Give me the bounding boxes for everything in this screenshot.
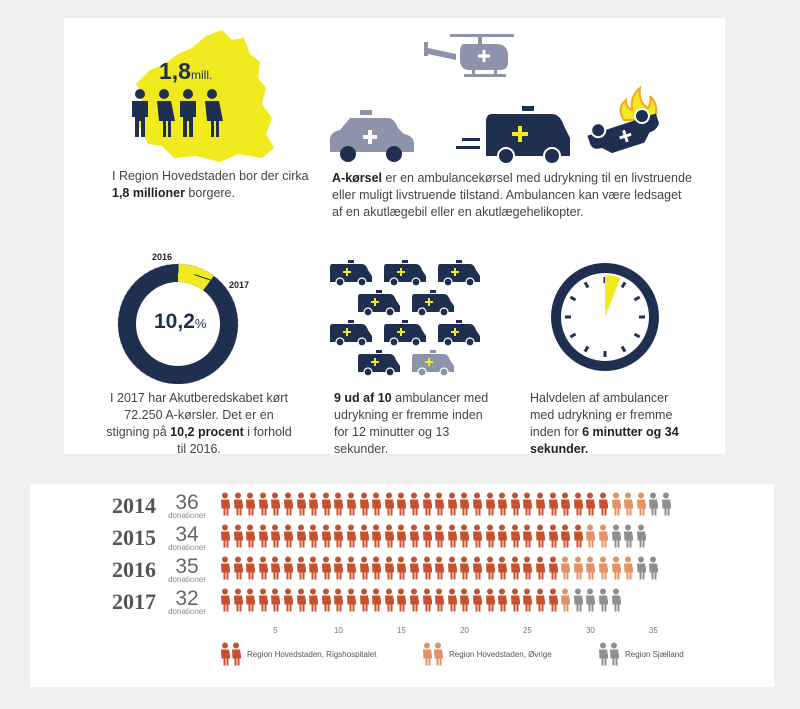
person-icon bbox=[648, 556, 658, 580]
legend-person-icon bbox=[231, 642, 241, 666]
person-icon bbox=[585, 524, 595, 548]
person-icon bbox=[560, 492, 570, 516]
legend-person-icon bbox=[220, 642, 230, 666]
person-icon bbox=[636, 492, 646, 516]
person-icon bbox=[321, 556, 331, 580]
person-icon-1 bbox=[132, 89, 148, 137]
person-icon bbox=[270, 524, 280, 548]
person-icon bbox=[359, 588, 369, 612]
donations-chart-panel bbox=[30, 484, 774, 687]
people-icons bbox=[128, 88, 228, 140]
person-icon bbox=[560, 556, 570, 580]
population-value bbox=[159, 58, 212, 85]
person-icon bbox=[560, 524, 570, 548]
person-icon bbox=[308, 524, 318, 548]
person-icon bbox=[233, 492, 243, 516]
ambulance-icon bbox=[384, 260, 428, 286]
donation-count: 34 bbox=[175, 523, 199, 546]
legend-label: Region Hovedstaden, Øvrige bbox=[449, 650, 552, 659]
person-icon bbox=[296, 492, 306, 516]
person-icon bbox=[548, 588, 558, 612]
person-icon bbox=[283, 492, 293, 516]
clock-text: Halvdelen af ambulancer med udrykning er fremme inden for 6 minutter og 34 sekunder. bbox=[530, 391, 679, 456]
person-icon bbox=[573, 492, 583, 516]
a-korsel-text: A-kørsel er en ambulancekørsel med udrykning til en livstruende eller muligt livstruende tilstand. Ambulancen kan være ledsaget af en akutlægebil eller en akutlægehelikopter. bbox=[332, 171, 692, 219]
person-icon bbox=[485, 588, 495, 612]
ambulance-icon bbox=[358, 290, 402, 316]
person-icon bbox=[636, 524, 646, 548]
person-icon bbox=[258, 556, 268, 580]
person-icon bbox=[346, 556, 356, 580]
person-icon bbox=[333, 556, 343, 580]
person-icon bbox=[258, 524, 268, 548]
person-icon bbox=[598, 524, 608, 548]
person-icon bbox=[459, 524, 469, 548]
person-icon bbox=[422, 588, 432, 612]
person-icon bbox=[422, 556, 432, 580]
person-icon bbox=[661, 492, 671, 516]
person-icon bbox=[220, 556, 230, 580]
person-icon bbox=[308, 492, 318, 516]
person-icon bbox=[283, 524, 293, 548]
person-icon bbox=[422, 524, 432, 548]
person-icon bbox=[308, 588, 318, 612]
person-icon bbox=[422, 492, 432, 516]
person-icon bbox=[447, 524, 457, 548]
person-icon bbox=[447, 492, 457, 516]
person-icon bbox=[522, 524, 532, 548]
legend-person-icon bbox=[609, 642, 619, 666]
person-icon bbox=[472, 492, 482, 516]
population-number: 1,8 bbox=[159, 58, 191, 84]
label-2016: 2016 bbox=[152, 252, 173, 262]
person-icon bbox=[233, 524, 243, 548]
helicopter-icon bbox=[420, 28, 520, 88]
person-icon bbox=[485, 492, 495, 516]
person-icon bbox=[459, 492, 469, 516]
person-icon bbox=[333, 524, 343, 548]
person-icon bbox=[220, 492, 230, 516]
person-icon bbox=[396, 492, 406, 516]
person-icon bbox=[497, 524, 507, 548]
person-icon bbox=[472, 556, 482, 580]
x-tick-label: 20 bbox=[459, 626, 469, 635]
legend-label: Region Sjælland bbox=[625, 650, 684, 659]
population-text: I Region Hovedstaden bor der cirka 1,8 millioner borgere. bbox=[112, 169, 309, 200]
person-icon bbox=[548, 492, 558, 516]
donation-unit: donationer bbox=[168, 511, 206, 520]
ambulance-icon bbox=[358, 350, 402, 376]
person-icon bbox=[245, 556, 255, 580]
speed-lines-icon bbox=[456, 136, 482, 152]
ambulance-icon bbox=[438, 260, 482, 286]
person-icon bbox=[522, 588, 532, 612]
person-icon bbox=[233, 588, 243, 612]
person-icon bbox=[371, 492, 381, 516]
person-icon bbox=[560, 588, 570, 612]
donation-unit: donationer bbox=[168, 575, 206, 584]
person-icon bbox=[434, 588, 444, 612]
x-tick-label: 35 bbox=[648, 626, 658, 635]
person-icon bbox=[371, 556, 381, 580]
person-icon bbox=[573, 588, 583, 612]
person-icon bbox=[220, 524, 230, 548]
donation-count: 35 bbox=[175, 555, 199, 578]
person-icon bbox=[346, 588, 356, 612]
person-icon bbox=[611, 588, 621, 612]
person-icon bbox=[396, 588, 406, 612]
person-icon bbox=[522, 492, 532, 516]
person-icon bbox=[409, 556, 419, 580]
akutlaegebil-icon bbox=[330, 110, 416, 166]
person-icon bbox=[384, 588, 394, 612]
x-tick-label: 15 bbox=[396, 626, 406, 635]
person-icon bbox=[258, 492, 268, 516]
infographic-top-panel bbox=[64, 18, 725, 454]
x-tick-label: 5 bbox=[273, 626, 278, 635]
donation-count: 36 bbox=[175, 491, 199, 514]
person-icon bbox=[611, 556, 621, 580]
crashed-car-icon bbox=[584, 80, 670, 164]
person-icon bbox=[485, 524, 495, 548]
person-icon bbox=[434, 492, 444, 516]
person-icon bbox=[359, 556, 369, 580]
person-icon bbox=[409, 524, 419, 548]
person-icon bbox=[611, 524, 621, 548]
person-icon bbox=[359, 524, 369, 548]
person-icon bbox=[598, 492, 608, 516]
person-icon bbox=[371, 588, 381, 612]
person-icon bbox=[308, 556, 318, 580]
ambulance-icon bbox=[384, 320, 428, 346]
person-icon bbox=[459, 556, 469, 580]
person-icon bbox=[472, 524, 482, 548]
person-icon bbox=[472, 588, 482, 612]
person-icon bbox=[611, 492, 621, 516]
year-label: 2016 bbox=[112, 557, 156, 582]
person-icon bbox=[548, 524, 558, 548]
person-icon bbox=[321, 492, 331, 516]
increase-text: I 2017 har Akutberedskabet kørt 72.250 A-kørsler. Det er en stigning på 10,2 procent i forhold til 2016. bbox=[106, 391, 292, 456]
person-icon bbox=[296, 556, 306, 580]
person-icon bbox=[270, 492, 280, 516]
ambulance-fleet bbox=[330, 260, 500, 390]
person-icon bbox=[535, 492, 545, 516]
person-icon bbox=[384, 492, 394, 516]
legend-person-icon bbox=[422, 642, 432, 666]
year-label: 2015 bbox=[112, 525, 156, 550]
person-icon bbox=[333, 492, 343, 516]
ambulance-icon bbox=[330, 260, 374, 286]
person-icon bbox=[333, 588, 343, 612]
person-icon bbox=[535, 524, 545, 548]
person-icon-3 bbox=[180, 89, 196, 137]
label-2017: 2017 bbox=[229, 280, 250, 290]
donation-unit: donationer bbox=[168, 543, 206, 552]
year-label: 2017 bbox=[112, 589, 156, 614]
ambulance-icon bbox=[412, 350, 456, 376]
person-icon bbox=[447, 588, 457, 612]
person-icon bbox=[510, 588, 520, 612]
person-icon bbox=[245, 524, 255, 548]
person-icon bbox=[434, 556, 444, 580]
person-icon bbox=[371, 524, 381, 548]
x-tick-label: 30 bbox=[585, 626, 595, 635]
legend-person-icon bbox=[598, 642, 608, 666]
person-icon bbox=[522, 556, 532, 580]
person-icon bbox=[233, 556, 243, 580]
person-icon bbox=[510, 524, 520, 548]
person-icon bbox=[510, 556, 520, 580]
person-icon bbox=[548, 556, 558, 580]
x-tick-label: 10 bbox=[333, 626, 343, 635]
person-icon bbox=[585, 588, 595, 612]
increase-percent: 10,2% bbox=[154, 310, 207, 333]
person-icon bbox=[359, 492, 369, 516]
person-icon bbox=[321, 588, 331, 612]
person-icon-2 bbox=[157, 89, 175, 137]
ambulance-icon bbox=[438, 320, 482, 346]
person-icon bbox=[598, 556, 608, 580]
person-icon bbox=[535, 588, 545, 612]
donation-unit: donationer bbox=[168, 607, 206, 616]
person-icon bbox=[384, 524, 394, 548]
person-icon bbox=[573, 524, 583, 548]
person-icon bbox=[409, 492, 419, 516]
person-icon bbox=[220, 588, 230, 612]
person-icon bbox=[409, 588, 419, 612]
person-icon bbox=[535, 556, 545, 580]
person-icon bbox=[636, 556, 646, 580]
person-icon bbox=[648, 492, 658, 516]
person-icon bbox=[346, 492, 356, 516]
person-icon bbox=[623, 492, 633, 516]
person-icon bbox=[321, 524, 331, 548]
person-icon bbox=[245, 588, 255, 612]
ambulance-icon bbox=[330, 320, 374, 346]
population-unit: mill. bbox=[190, 68, 213, 82]
person-icon bbox=[510, 492, 520, 516]
ambulance-icon bbox=[412, 290, 456, 316]
person-icon bbox=[447, 556, 457, 580]
person-icon bbox=[434, 524, 444, 548]
person-icon bbox=[585, 492, 595, 516]
person-icon bbox=[283, 588, 293, 612]
legend-label: Region Hovedstaden, Rigshospitalet bbox=[247, 650, 377, 659]
person-icon bbox=[485, 556, 495, 580]
person-icon bbox=[497, 588, 507, 612]
person-icon bbox=[296, 588, 306, 612]
person-icon bbox=[497, 492, 507, 516]
person-icon bbox=[396, 524, 406, 548]
donation-count: 32 bbox=[175, 587, 199, 610]
x-tick-label: 25 bbox=[522, 626, 532, 635]
person-icon bbox=[459, 588, 469, 612]
person-icon bbox=[270, 556, 280, 580]
person-icon bbox=[384, 556, 394, 580]
person-icon bbox=[598, 588, 608, 612]
legend-person-icon bbox=[433, 642, 443, 666]
person-icon-4 bbox=[205, 89, 223, 137]
person-icon bbox=[296, 524, 306, 548]
person-icon bbox=[623, 556, 633, 580]
person-icon bbox=[497, 556, 507, 580]
person-icon bbox=[270, 588, 280, 612]
person-icon bbox=[585, 556, 595, 580]
ambulance-icon bbox=[486, 106, 574, 168]
person-icon bbox=[245, 492, 255, 516]
person-icon bbox=[623, 524, 633, 548]
person-icon bbox=[396, 556, 406, 580]
person-icon bbox=[283, 556, 293, 580]
person-icon bbox=[346, 524, 356, 548]
person-icon bbox=[258, 588, 268, 612]
year-label: 2014 bbox=[112, 493, 156, 518]
person-icon bbox=[573, 556, 583, 580]
clock-icon bbox=[548, 260, 668, 380]
ambulances-text: 9 ud af 10 ambulancer med udrykning er fremme inden for 12 minutter og 13 sekunder. bbox=[334, 391, 489, 456]
